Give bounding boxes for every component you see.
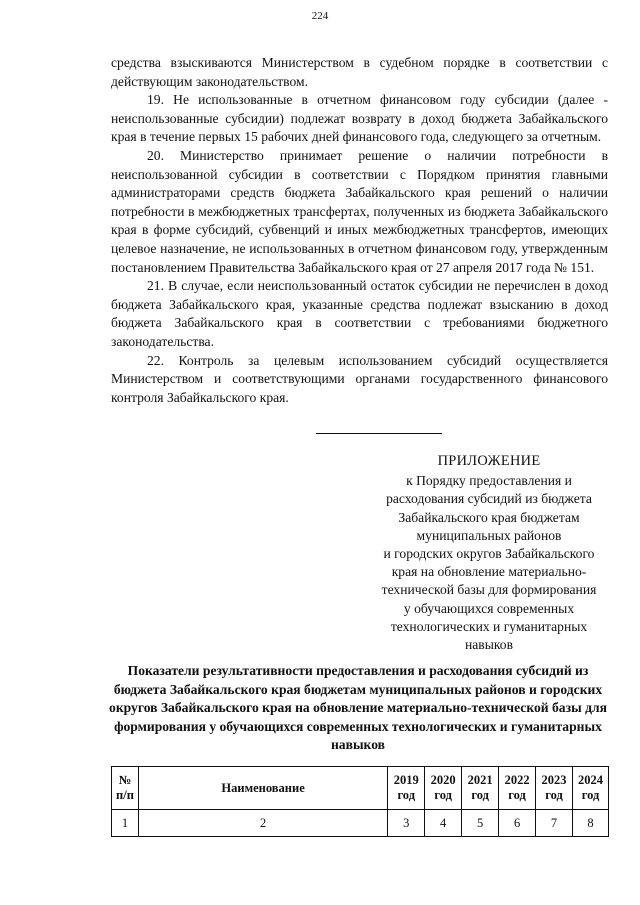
appendix-line: технической базы для формирования: [381, 582, 597, 598]
paragraph-21: 21. В случае, если неиспользованный остаток субсидии не перечислен в доход бюджета Забайкальского края, указанные средства подлежат взысканию в доход бюджета Забайкальского края в соответствии с требованиями бюджетного законодательства.: [111, 278, 608, 349]
column-header-2022: 2022 год: [499, 767, 536, 810]
column-header-2020: 2020 год: [425, 767, 462, 810]
table-cell: 5: [462, 810, 499, 837]
table-cell: 1: [112, 810, 139, 837]
separator-line: [316, 433, 442, 434]
table-row: [112, 810, 609, 837]
table-cell: 7: [536, 810, 573, 837]
table-header-row: [112, 767, 609, 810]
appendix-title: ПРИЛОЖЕНИЕ: [437, 453, 541, 469]
body-text: [111, 54, 608, 407]
column-header-number: № п/п: [112, 767, 139, 810]
appendix-line: к Порядку предоставления и: [406, 473, 572, 489]
appendix-line: края на обновление материально-: [391, 564, 587, 580]
appendix-line: расходования субсидий из бюджета: [386, 491, 592, 507]
appendix-line: технологических и гуманитарных: [390, 618, 588, 634]
table-cell: 4: [425, 810, 462, 837]
table-cell: 3: [388, 810, 425, 837]
appendix-block: [370, 452, 608, 654]
paragraph-22: 22. Контроль за целевым использованием субсидий осуществляется Министерством и соответствующими органами государственного финансового контроля Забайкальского края.: [111, 352, 608, 405]
page-number: 224: [311, 10, 329, 22]
column-header-2021: 2021 год: [462, 767, 499, 810]
column-header-2023: 2023 год: [536, 767, 573, 810]
column-header-name: Наименование: [138, 767, 387, 810]
paragraph-20: 20. Министерство принимает решение о наличии потребности в неиспользованной субсидии в соответствии с Порядком принятия главными администраторами средств бюджета Забайкальского края решений о наличии потребности в межбюджетных трансфертах, полученных из бюджета Забайкальского края в форме субсидий, субвенций и иных межбюджетных трансфертов, имеющих целевое назначение, не использованных в отчетном финансовом году, утвержденным постановлением Правительства Забайкальского края от 27 апреля 2017 года № 151.: [111, 147, 608, 275]
appendix-line: и городских округов Забайкальского: [383, 546, 595, 562]
indicators-table: [111, 766, 609, 837]
appendix-line: муниципальных районов: [416, 527, 562, 543]
table-cell: 8: [573, 810, 609, 837]
paragraph-19: 19. Не использованные в отчетном финансовом году субсидии (далее - неиспользованные субсидии) подлежат возврату в доход бюджета Забайкальского края в течение первых 15 рабочих дней финансового года, следующего за отчетным.: [111, 92, 608, 145]
appendix-line: у обучающихся современных: [403, 600, 575, 616]
column-header-2024: 2024 год: [573, 767, 609, 810]
paragraph-continuation: средства взыскиваются Министерством в судебном порядке в соответствии с действующим законодательством.: [111, 55, 608, 89]
table-cell: 6: [499, 810, 536, 837]
indicators-title: Показатели результативности предоставления и расходования субсидий из бюджета Забайкальского края бюджетам муниципальных районов и городских округов Забайкальского края на обновление материально-технической базы для формирования у обучающихся современных технологических и гуманитарных навыков: [109, 663, 607, 753]
column-header-2019: 2019 год: [388, 767, 425, 810]
appendix-line: Забайкальского края бюджетам: [398, 509, 580, 525]
appendix-line: навыков: [465, 637, 513, 653]
table-cell: 2: [138, 810, 387, 837]
